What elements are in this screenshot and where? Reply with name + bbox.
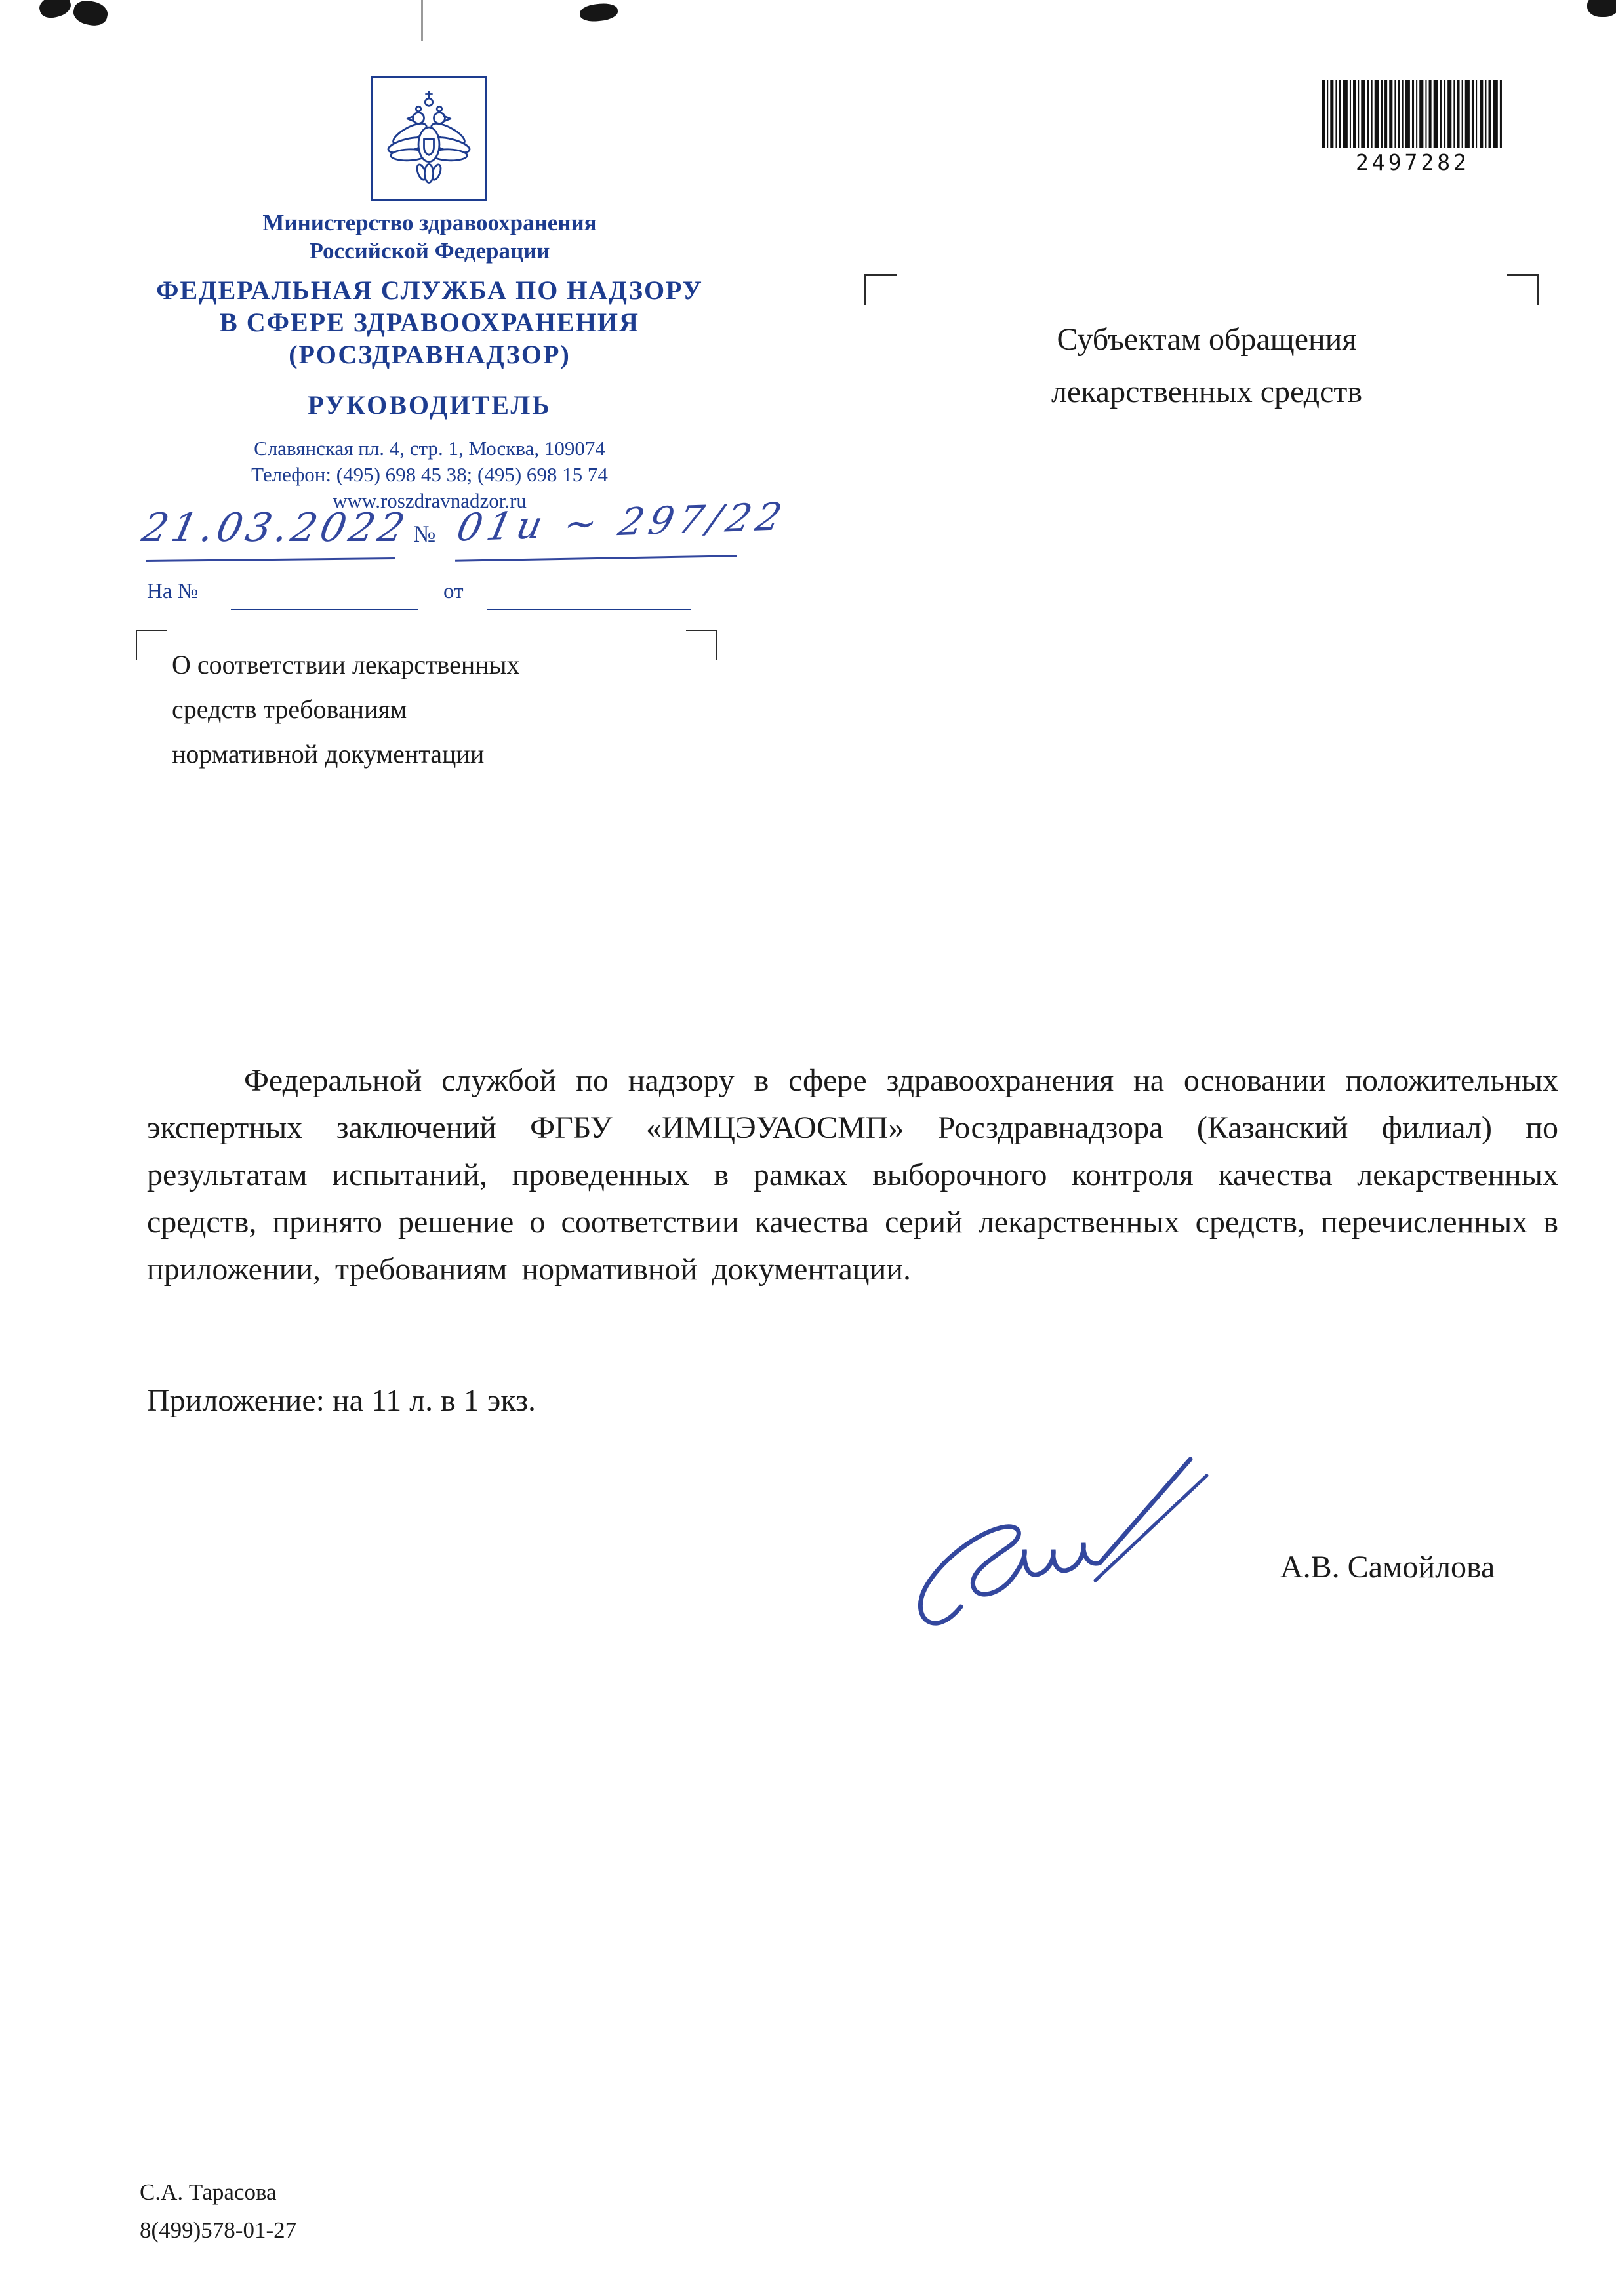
addressee-corner-mark-right xyxy=(1507,274,1539,305)
scan-artifact xyxy=(71,0,110,28)
subject-block xyxy=(172,643,520,776)
barcode-bars-icon xyxy=(1322,80,1503,148)
handwritten-signature xyxy=(899,1440,1312,1676)
position-title: РУКОВОДИТЕЛЬ xyxy=(308,390,552,420)
scan-artifact-line xyxy=(421,0,423,41)
reply-date-label: от xyxy=(443,580,464,603)
form-blank-line xyxy=(231,609,418,610)
addressee-line-1: Субъектам обращения xyxy=(1057,322,1357,357)
addressee-block xyxy=(918,313,1495,418)
signer-name: А.В. Самойлова xyxy=(1280,1550,1495,1584)
barcode-number: 2497282 xyxy=(1355,150,1470,175)
phone-line: Телефон: (495) 698 45 38; (495) 698 15 74 xyxy=(251,463,608,486)
handwritten-outgoing-number: 01и ~ 297/22 xyxy=(453,494,791,550)
addressee-line-2: лекарственных средств xyxy=(1051,374,1363,409)
scan-artifact xyxy=(37,0,73,21)
subject-line-3: нормативной документации xyxy=(172,739,485,769)
executor-block xyxy=(140,2173,296,2249)
service-name xyxy=(128,274,731,371)
scan-artifact xyxy=(579,2,618,23)
addressee-corner-mark-left xyxy=(864,274,897,305)
website-line: www.roszdravnadzor.ru xyxy=(333,489,527,512)
subject-line-1: О соответствии лекарственных xyxy=(172,650,520,679)
scan-artifact xyxy=(1587,0,1616,17)
barcode xyxy=(1322,80,1503,175)
double-eagle-icon xyxy=(380,84,478,193)
service-line-3: (РОСЗДРАВНАДЗОР) xyxy=(289,340,571,369)
executor-name: С.А. Тарасова xyxy=(140,2179,277,2205)
service-line-2: В СФЕРЕ ЗДРАВООХРАНЕНИЯ xyxy=(220,308,639,337)
ink-underline xyxy=(146,557,395,562)
attachment-line: Приложение: на 11 л. в 1 экз. xyxy=(147,1383,536,1418)
ministry-line-1: Министерство здравоохранения xyxy=(262,210,597,235)
reply-number-label: На № xyxy=(147,580,199,603)
address-line: Славянская пл. 4, стр. 1, Москва, 109074 xyxy=(254,437,605,460)
handwritten-date: 21.03.2022 xyxy=(138,505,413,551)
number-sign: № xyxy=(413,521,436,547)
ministry-line-2: Российской Федерации xyxy=(309,238,550,264)
service-line-1: ФЕДЕРАЛЬНАЯ СЛУЖБА ПО НАДЗОРУ xyxy=(156,275,703,305)
ministry-name xyxy=(140,209,719,265)
ink-underline xyxy=(455,555,737,562)
body-paragraph: Федеральной службой по надзору в сфере здравоохранения на основании положительных экспертных заключений ФГБУ «ИМЦЭУАОСМП» Росздравнадзора (Казанский филиал) по результатам испытаний, проведенных в рамках выборочного контроля качества лекарственных средств, принято решение о соответствии качества серий лекарственных средств, перечисленных в приложении, требованиям нормативной документации. xyxy=(147,1063,1558,1287)
executor-phone: 8(499)578-01-27 xyxy=(140,2217,297,2243)
subject-corner-mark-left xyxy=(136,630,167,660)
subject-line-2: средств требованиям xyxy=(172,695,407,724)
coat-of-arms xyxy=(371,76,487,201)
subject-corner-mark-right xyxy=(686,630,717,660)
form-blank-line xyxy=(487,609,691,610)
